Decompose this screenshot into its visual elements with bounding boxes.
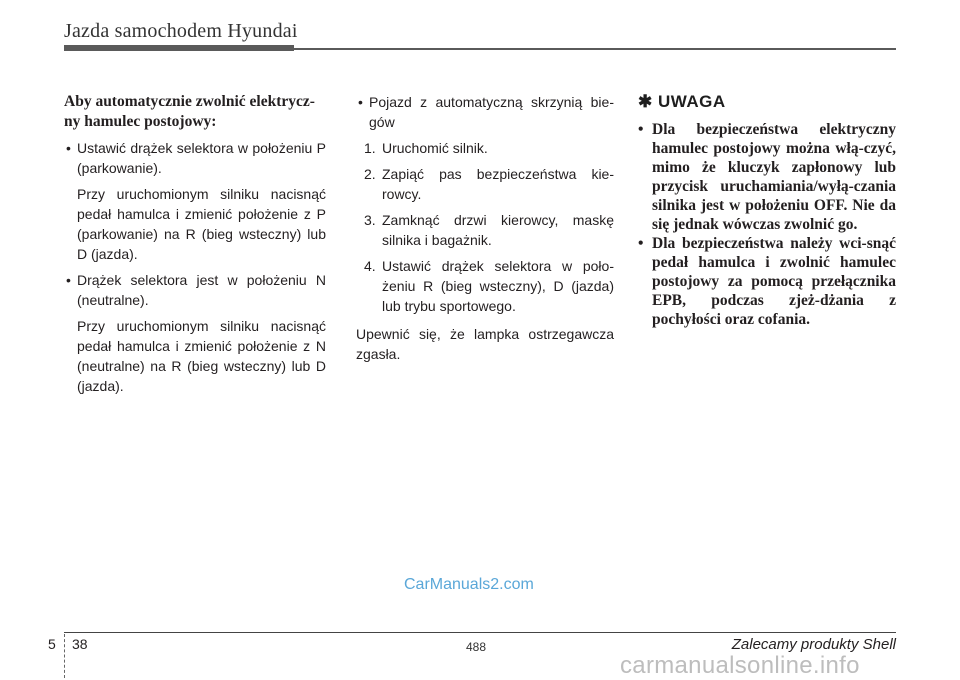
warning-title bbox=[638, 92, 896, 112]
warning-item-text: Dla bezpieczeństwa należy wci-snąć pedał hamulca i zwolnić hamulec postojowy za pomocą przełącznika EPB, podczas zjeż-dżania z pochyłości oraz cofania. bbox=[652, 235, 896, 328]
section-heading-line: ny hamulec postojowy: bbox=[64, 113, 217, 130]
step-item bbox=[356, 210, 614, 250]
page-number: 38 bbox=[72, 636, 88, 652]
column-middle bbox=[356, 92, 614, 364]
document-page-number: 488 bbox=[466, 640, 487, 654]
step-text: Uruchomić silnik. bbox=[382, 140, 488, 156]
warning-item bbox=[638, 234, 896, 329]
header-accent-bar bbox=[64, 45, 294, 51]
step-item bbox=[356, 164, 614, 204]
step-text: Ustawić drążek selektora w poło-żeniu R (bieg wsteczny), D (jazda) lub trybu sportowego. bbox=[382, 258, 614, 314]
step-number: 1. bbox=[364, 140, 376, 156]
note-paragraph: Upewnić się, że lampka ostrzegawcza zgasła. bbox=[356, 326, 614, 362]
step-item bbox=[356, 256, 614, 316]
section-heading-line: Aby automatycznie zwolnić elektrycz- bbox=[64, 93, 315, 110]
watermark-link[interactable]: CarManuals2.com bbox=[404, 576, 534, 593]
warning-item-text: Dla bezpieczeństwa elektryczny hamulec postojowy można włą-czyć, mimo że kluczyk zapłonowy lub przycisk uruchamiania/wyłą-czania silnika jest w położeniu OFF. Nie da się jednak wówczas zwolnić go. bbox=[652, 121, 896, 233]
bullet-icon: • bbox=[638, 235, 644, 252]
footer-divider bbox=[64, 634, 65, 678]
step-number: 4. bbox=[364, 258, 376, 274]
footer-watermark: carmanualsonline.info bbox=[620, 652, 860, 679]
header-rule bbox=[294, 48, 896, 50]
bullet-item: • Pojazd z automatyczną skrzynią bie-gów bbox=[356, 92, 614, 132]
chapter-number: 5 bbox=[48, 636, 56, 652]
page-header-title: Jazda samochodem Hyundai bbox=[64, 20, 298, 42]
paragraph: Przy uruchomionym silniku nacisnąć pedał hamulca i zmienić położenie z P (parkowanie) na R (bieg wsteczny) lub D (jazda). bbox=[77, 186, 326, 262]
step-text: Zapiąć pas bezpieczeństwa kie-rowcy. bbox=[382, 166, 614, 202]
bullet-icon: • bbox=[638, 121, 644, 138]
step-text: Zamknąć drzwi kierowcy, maskę silnika i bagażnik. bbox=[382, 212, 614, 248]
asterisk-icon: ✱ bbox=[638, 92, 653, 111]
footer-rule bbox=[64, 632, 896, 633]
step-item bbox=[356, 138, 614, 158]
column-left bbox=[64, 92, 326, 396]
warning-title-text: UWAGA bbox=[657, 92, 726, 111]
step-number: 3. bbox=[364, 212, 376, 228]
step-number: 2. bbox=[364, 166, 376, 182]
bullet-item: • Ustawić drążek selektora w położeniu P (parkowanie). bbox=[64, 138, 326, 178]
warning-item bbox=[638, 120, 896, 234]
warning-box bbox=[638, 92, 896, 329]
footer-slogan: Zalecamy produkty Shell bbox=[731, 636, 896, 653]
section-heading bbox=[64, 92, 326, 132]
paragraph: Przy uruchomionym silniku nacisnąć pedał hamulca i zmienić położenie z N (neutralne) na R (bieg wsteczny) lub D (jazda). bbox=[77, 318, 326, 394]
bullet-item: • Drążek selektora jest w położeniu N (neutralne). bbox=[64, 270, 326, 310]
